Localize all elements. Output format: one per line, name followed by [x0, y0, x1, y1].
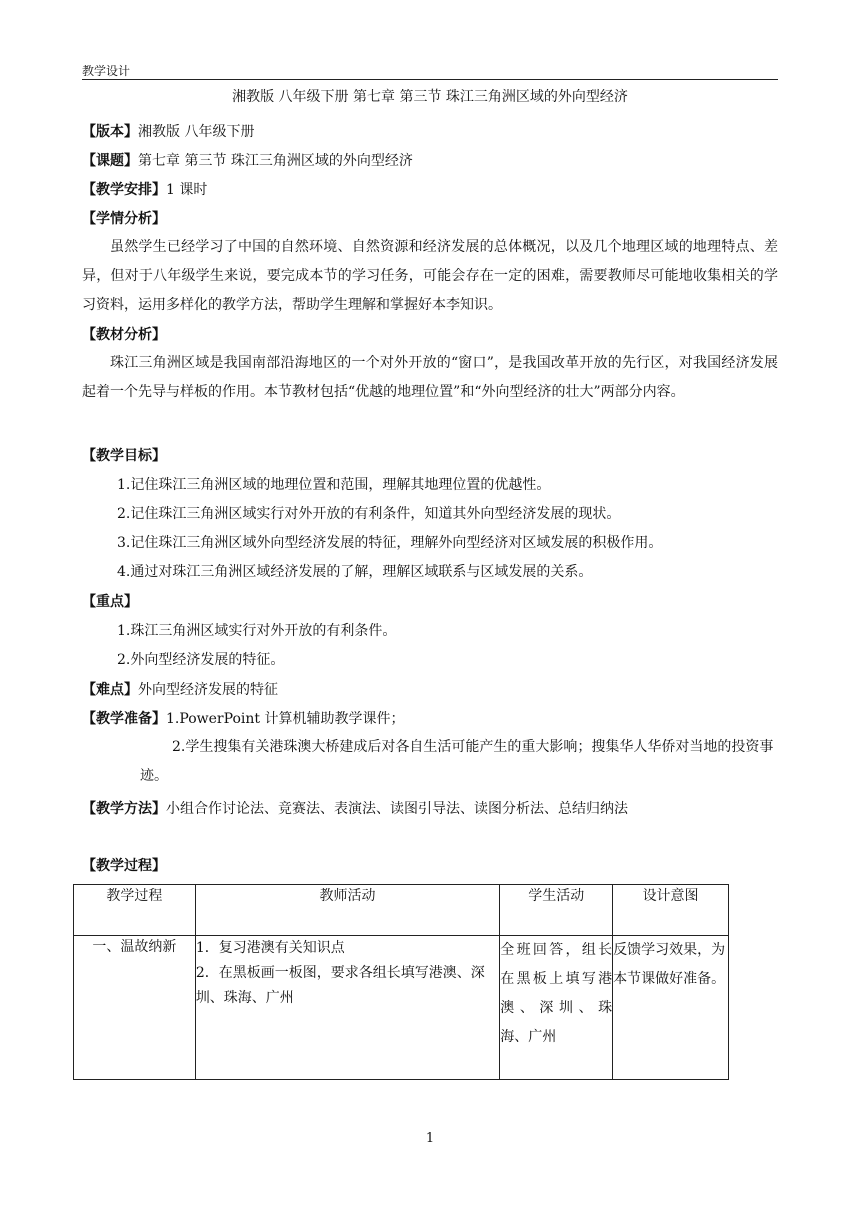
table-header-cell: 设计意图 — [613, 885, 729, 936]
version-label: 【版本】 — [82, 124, 138, 140]
objective-item: 3.记住珠江三角洲区域外向型经济发展的特征，理解外向型经济对区域发展的积极作用。 — [117, 535, 663, 551]
document-title: 湘教版 八年级下册 第七章 第三节 珠江三角洲区域的外向型经济 — [232, 89, 628, 105]
difficulty-value: 外向型经济发展的特征 — [138, 682, 278, 698]
header-divider — [82, 79, 778, 80]
preparation-label: 【教学准备】 — [82, 711, 166, 727]
version-line — [82, 122, 254, 142]
key-point-item: 2.外向型经济发展的特征。 — [117, 652, 285, 668]
methods-label: 【教学方法】 — [82, 801, 166, 817]
objective-item: 1.记住珠江三角洲区域的地理位置和范围，理解其地理位置的优越性。 — [117, 477, 551, 493]
objectives-heading: 【教学目标】 — [82, 448, 166, 464]
material-analysis-text: 珠江三角洲区域是我国南部沿海地区的一个对外开放的“窗口”，是我国改革开放的先行区，对我国经济发展起着一个先导与样板的作用。本节教材包括“优越的地理位置”和“外向型经济的壮大”两部分内容。 — [82, 355, 778, 400]
preparation-item-2: 2.学生搜集有关港珠澳大桥建成后对各自生活可能产生的重大影响；搜集华人华侨对当地的投资事迹。 — [140, 739, 774, 784]
table-header-row — [74, 885, 729, 936]
methods-value: 小组合作讨论法、竞赛法、表演法、读图引导法、读图分析法、总结归纳法 — [166, 801, 628, 817]
design-intent-cell: 反馈学习效果，为本节课做好准备。 — [613, 936, 729, 1080]
version-value: 湘教版 八年级下册 — [138, 124, 255, 140]
learner-analysis-text: 虽然学生已经学习了中国的自然环境、自然资源和经济发展的总体概况，以及几个地理区域的地理特点、差异，但对于八年级学生来说，要完成本节的学习任务，可能会存在一定的困难，需要教师尽可能地收集相关的学习资料，运用多样化的教学方法，帮助学生理解和掌握好本李知识。 — [82, 239, 778, 313]
difficulty-label: 【难点】 — [82, 682, 138, 698]
schedule-line — [82, 180, 207, 200]
page-number: 1 — [425, 1131, 435, 1146]
schedule-label: 【教学安排】 — [82, 182, 166, 198]
student-activity-cell: 全班回答，组长在黑板上填写港澳、深圳、珠海、广州 — [500, 936, 613, 1080]
table-row — [74, 936, 729, 1080]
teacher-activity-item: 2．在黑板画一板图，要求各组长填写港澳、深圳、珠海、广州 — [195, 965, 485, 1006]
header-label: 教学设计 — [82, 64, 131, 78]
difficulty-line — [82, 680, 278, 700]
stage-cell: 一、温故纳新 — [74, 936, 196, 1080]
topic-label: 【课题】 — [82, 153, 138, 169]
material-analysis-heading: 【教材分析】 — [82, 327, 166, 343]
objective-item: 2.记住珠江三角洲区域实行对外开放的有利条件，知道其外向型经济发展的现状。 — [117, 506, 621, 522]
preparation-item-1: 1.PowerPoint 计算机辅助教学课件； — [166, 711, 405, 727]
teacher-activity-item: 1．复习港澳有关知识点 — [195, 940, 345, 956]
table-header-cell: 学生活动 — [500, 885, 613, 936]
table-header-cell: 教学过程 — [74, 885, 196, 936]
preparation-line — [82, 709, 404, 729]
objective-item: 4.通过对珠江三角洲区域经济发展的了解，理解区域联系与区域发展的关系。 — [117, 564, 593, 580]
process-table — [73, 884, 729, 1080]
topic-value: 第七章 第三节 珠江三角洲区域的外向型经济 — [138, 153, 413, 169]
learner-analysis-heading: 【学情分析】 — [82, 211, 166, 227]
teacher-activity-cell — [195, 936, 499, 1080]
topic-line — [82, 151, 413, 171]
key-points-heading: 【重点】 — [82, 594, 138, 610]
table-header-cell: 教师活动 — [195, 885, 499, 936]
schedule-value: 1 课时 — [166, 182, 208, 198]
methods-line — [82, 799, 628, 819]
key-point-item: 1.珠江三角洲区域实行对外开放的有利条件。 — [117, 623, 397, 639]
process-heading: 【教学过程】 — [82, 858, 166, 874]
